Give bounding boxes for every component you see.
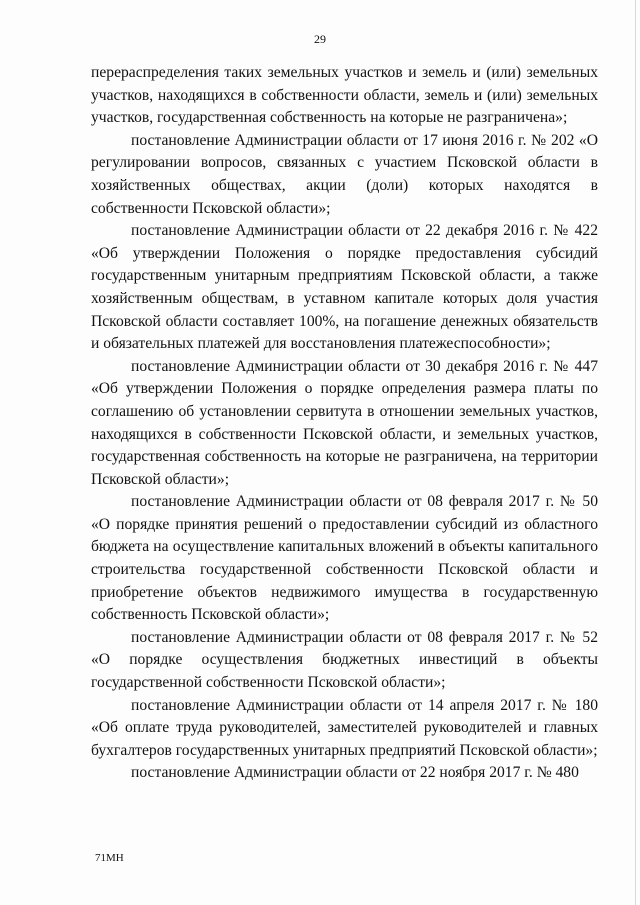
paragraph-resolution-180: постановление Администрации области от 14 апреля 2017 г. № 180 «Об оплате труда руководителей, заместителей руководителей и главных бухгалтеров государственных унитарных предприятий Псковской области»;	[91, 696, 598, 759]
paragraph-resolution-480: постановление Администрации области от 22 ноября 2017 г. № 480	[131, 764, 579, 782]
paragraph-continuation: перераспределения таких земельных участков и земель и (или) земельных участков, находящихся в собственности области, земель и (или) земельных участков, государственная собственность на которые не разграничена»;	[91, 64, 598, 127]
page-number: 29	[314, 32, 326, 46]
paragraph-resolution-52: постановление Администрации области от 08 февраля 2017 г. № 52 «О порядке осуществления бюджетных инвестиций в объекты государственной собственности Псковской области»;	[91, 628, 598, 692]
paragraph-resolution-50: постановление Администрации области от 08 февраля 2017 г. № 50 «О порядке принятия решений о предоставлении субсидий из областного бюджета на осуществление капитальных вложений в объекты капитального строительства государственной собственности Псковской области и приобретение объектов недвижимого имущества в государственную собственность Псковской области»;	[91, 493, 598, 624]
document-body	[91, 62, 598, 785]
scan-edge-line	[635, 0, 636, 905]
paragraph-resolution-422: постановление Администрации области от 22 декабря 2016 г. № 422 «Об утверждении Положения о порядке предоставления субсидий государственным унитарным предприятиям Псковской области, а также хозяйственным обществам, в уставном капитале которых доля участия Псковской области составляет 100%, на погашение денежных обязательств и обязательных платежей для восстановления платежеспособности»;	[91, 222, 598, 353]
paragraph-resolution-202: постановление Администрации области от 17 июня 2016 г. № 202 «О регулировании вопросов, связанных с участием Псковской области в хозяйственных обществах, акции (доли) которых находятся в собственности Псковской области»;	[91, 131, 598, 217]
footer-document-code: 71МН	[95, 852, 124, 864]
paragraph-resolution-447: постановление Администрации области от 30 декабря 2016 г. № 447 «Об утверждении Положения о порядке определения размера платы по соглашению об установлении сервитута в отношении земельных участков, находящихся в собственности Псковской области, и земельных участков, государственная собственность на которые не разграничена, на территории Псковской области»;	[91, 357, 598, 488]
